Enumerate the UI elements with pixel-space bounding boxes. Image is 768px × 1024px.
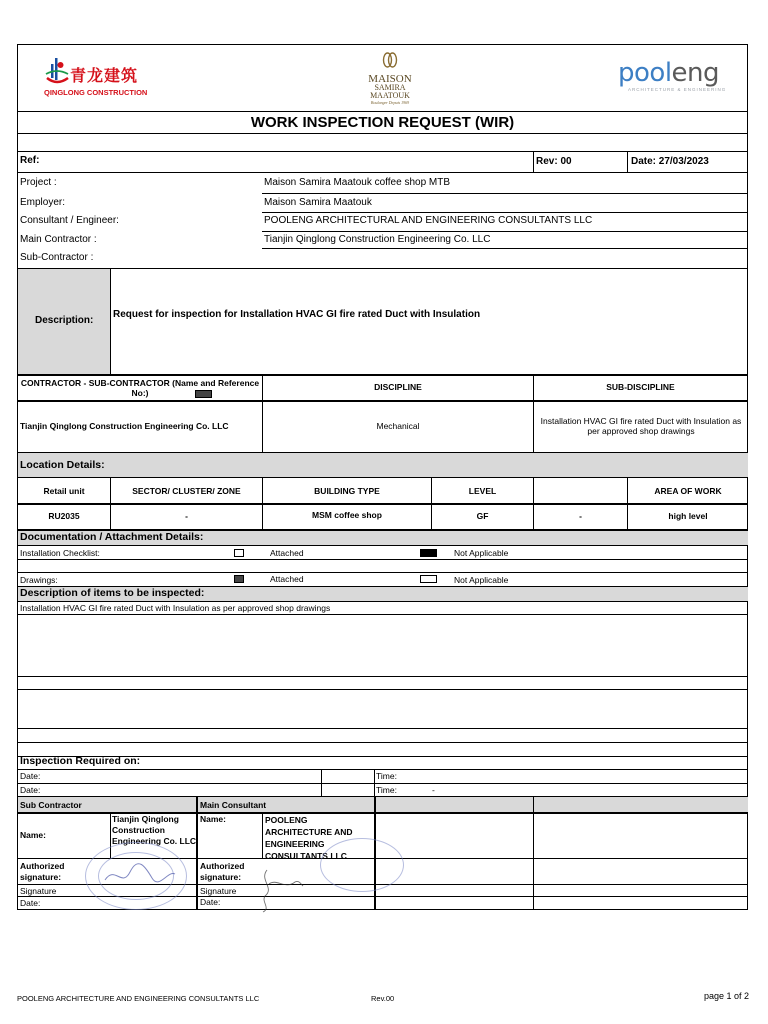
pooleng-logo <box>618 58 719 88</box>
maison-line1: MAISON <box>368 73 412 85</box>
maison-samira-logo <box>352 51 428 106</box>
main-contractor-label: Main Contractor : <box>20 234 97 245</box>
footer-rev: Rev.00 <box>371 994 395 1003</box>
description-value: Request for inspection for Installation HVAC GI fire rated Duct with Insulation <box>113 309 481 320</box>
main-date-label: Date: <box>200 897 221 907</box>
project-label: Project : <box>20 177 57 188</box>
maison-line2: SAMIRA <box>374 83 406 92</box>
sub-auth-label: Authorized signature: <box>20 861 65 882</box>
maison-line3: MAATOUK <box>370 91 410 100</box>
loc-value-retail: RU2035 <box>48 511 80 521</box>
inspection-date-label: Date: <box>20 771 41 781</box>
rev-label: Rev: 00 <box>536 156 572 167</box>
drawings-label: Drawings: <box>20 575 58 585</box>
checklist-na-label: Not Applicable <box>454 548 509 558</box>
maison-tagline: Boulanger Depuis 1969 <box>370 100 410 105</box>
loc-header-building: BUILDING TYPE <box>314 486 380 496</box>
signatures-header-bar <box>18 797 748 812</box>
consultant-label: Consultant / Engineer: <box>20 215 119 226</box>
ref-label: Ref: <box>20 155 40 166</box>
loc-header-area: AREA OF WORK <box>654 486 722 496</box>
loc-header-level: LEVEL <box>468 486 497 496</box>
location-title: Location Details: <box>20 459 105 471</box>
footer-page: page 1 of 2 <box>704 991 750 1001</box>
inspection-title: Inspection Required on: <box>20 755 141 767</box>
employer-value: Maison Samira Maatouk <box>264 197 372 208</box>
checklist-attached-label: Attached <box>270 548 304 558</box>
sub-discipline-value: Installation HVAC GI fire rated Duct with Insulation as per approved shop drawings <box>540 416 742 436</box>
loc-value-sector: - <box>185 511 188 521</box>
inspection-date2-label: Date: <box>20 785 41 795</box>
project-value: Maison Samira Maatouk coffee shop MTB <box>264 177 451 188</box>
checklist-attached-checkbox[interactable] <box>234 549 244 557</box>
pooleng-subtitle: ARCHITECTURE & ENGINEERING <box>628 87 727 92</box>
main-auth-label: Authorized signature: <box>200 861 245 882</box>
pooleng-pool: pool <box>618 58 672 88</box>
documentation-title: Documentation / Attachment Details: <box>20 531 204 543</box>
form-title: WORK INSPECTION REQUEST (WIR) <box>250 114 515 131</box>
footer-company: POOLENG ARCHITECTURE AND ENGINEERING CONSULTANTS LLC <box>17 994 260 1003</box>
items-value: Installation HVAC GI fire rated Duct with Insulation as per approved shop drawings <box>20 603 331 613</box>
loc-header-retail: Retail unit <box>43 486 85 496</box>
discipline-header: DISCIPLINE <box>374 382 422 392</box>
discipline-value: Mechanical <box>376 421 420 431</box>
description-label: Description: <box>35 315 94 326</box>
main-name-value: POOLENG ARCHITECTURE AND ENGINEERING CONSULTANTS LLC <box>265 815 353 861</box>
loc-value-building: MSM coffee shop <box>312 510 382 520</box>
main-consultant-header: Main Consultant <box>200 800 267 810</box>
sub-name-value: Tianjin Qinglong Construction Engineering Co. LLC <box>112 814 197 846</box>
contractor-value: Tianjin Qinglong Construction Engineering Co. LLC <box>20 421 229 431</box>
inspection-time2-value: - <box>432 785 435 795</box>
drawings-attached-checkbox[interactable] <box>234 575 244 583</box>
sub-contractor-signature-icon <box>100 860 180 890</box>
loc-header-sector: SECTOR/ CLUSTER/ ZONE <box>132 486 241 496</box>
loc-value-blank: - <box>579 511 582 521</box>
pooleng-eng: eng <box>671 58 720 88</box>
items-title: Description of items to be inspected: <box>20 587 205 599</box>
sub-contractor-label: Sub-Contractor : <box>20 252 94 263</box>
qinglong-english-name: QINGLONG CONSTRUCTION <box>44 88 148 97</box>
inspection-time-label: Time: <box>376 771 397 781</box>
inspection-time2-label: Time: <box>376 785 397 795</box>
sub-signature-label: Signature <box>20 886 57 896</box>
drawings-na-label: Not Applicable <box>454 575 509 585</box>
loc-value-area: high level <box>668 511 708 521</box>
date-label: Date: 27/03/2023 <box>631 156 709 167</box>
consultant-signature-icon <box>255 862 305 914</box>
drawings-na-checkbox[interactable] <box>420 575 437 583</box>
location-header-bar <box>18 453 748 477</box>
sub-discipline-header: SUB-DISCIPLINE <box>606 382 675 392</box>
qinglong-logo-icon <box>44 56 70 88</box>
consultant-value: POOLENG ARCHITECTURAL AND ENGINEERING CONSULTANTS LLC <box>264 215 593 226</box>
main-signature-label: Signature <box>200 886 237 896</box>
checklist-label: Installation Checklist: <box>20 548 100 558</box>
sub-name-label: Name: <box>20 830 46 840</box>
sub-contractor-header: Sub Contractor <box>20 800 82 810</box>
checklist-na-checkbox[interactable] <box>420 549 437 557</box>
contractor-header: CONTRACTOR - SUB-CONTRACTOR (Name and Reference No:) <box>20 378 260 398</box>
loc-value-level: GF <box>476 511 489 521</box>
employer-label: Employer: <box>20 197 66 208</box>
qinglong-chinese-name: 青龙建筑 <box>70 68 139 85</box>
consultant-stamp <box>320 838 404 892</box>
drawings-attached-label: Attached <box>270 574 304 584</box>
maison-emblem-icon <box>382 51 398 69</box>
main-name-label: Name: <box>200 814 226 824</box>
contractor-ref-box <box>195 390 212 398</box>
main-contractor-value: Tianjin Qinglong Construction Engineering Co. LLC <box>264 234 491 245</box>
sub-date-label: Date: <box>20 898 41 908</box>
